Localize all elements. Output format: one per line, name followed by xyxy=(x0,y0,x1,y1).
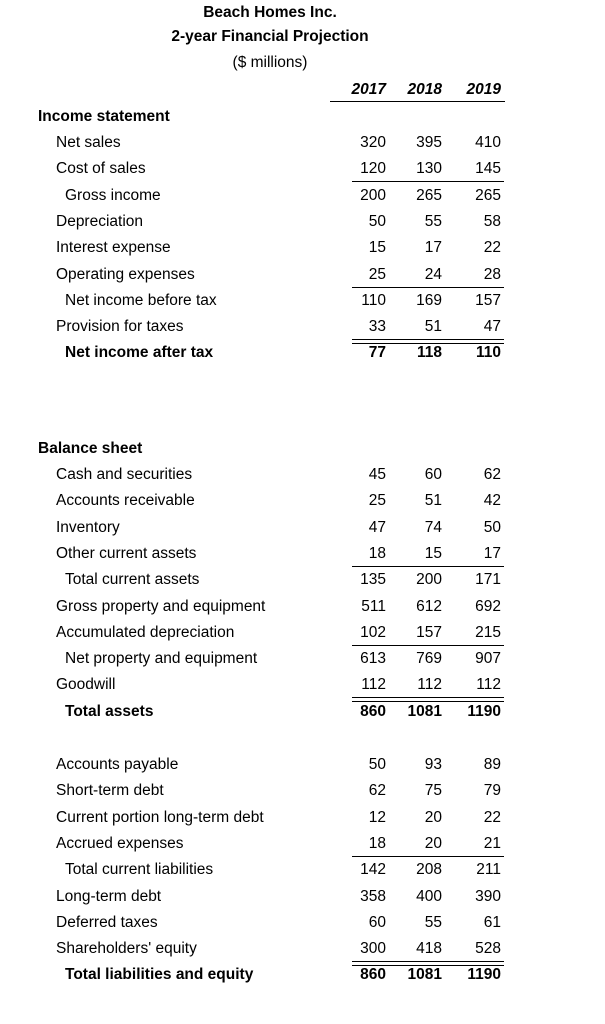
value-2017: 50 xyxy=(368,212,386,230)
value-2019: 28 xyxy=(483,265,501,283)
value-2017: 200 xyxy=(360,186,386,204)
table-row xyxy=(0,318,605,340)
balance-sheet-heading: Balance sheet xyxy=(38,440,143,457)
row-label: Total current liabilities xyxy=(65,861,214,879)
row-label: Long-term debt xyxy=(56,887,162,905)
value-2018: 395 xyxy=(416,134,442,151)
value-2017: 45 xyxy=(368,466,386,483)
table-row xyxy=(0,266,605,288)
value-2017: 300 xyxy=(360,940,386,958)
table-row xyxy=(0,545,605,567)
value-2018: 400 xyxy=(416,887,442,905)
row-label: Accounts receivable xyxy=(56,492,195,510)
value-2019: 410 xyxy=(475,134,501,151)
table-row xyxy=(0,940,605,962)
table-row xyxy=(0,344,605,366)
row-label: Interest expense xyxy=(56,239,171,257)
units-label: ($ millions) xyxy=(232,54,308,71)
value-2019: 215 xyxy=(475,623,501,641)
value-2017: 60 xyxy=(368,913,386,931)
value-2019: 42 xyxy=(483,492,501,510)
single-underline xyxy=(352,856,504,857)
value-2017: 135 xyxy=(360,571,386,589)
row-label: Current portion long-term debt xyxy=(56,808,264,826)
value-2017: 860 xyxy=(360,702,386,720)
row-label: Short-term debt xyxy=(56,782,164,800)
table-row xyxy=(0,466,605,488)
value-2018: 1081 xyxy=(407,966,442,984)
table-row xyxy=(0,213,605,235)
value-2019: 58 xyxy=(483,212,501,230)
value-2018: 208 xyxy=(416,861,442,879)
value-2018: 24 xyxy=(424,265,442,283)
table-row xyxy=(0,703,605,725)
value-2018: 17 xyxy=(424,239,442,257)
value-2019: 62 xyxy=(483,466,501,483)
value-2017: 112 xyxy=(361,676,386,694)
value-2019: 1190 xyxy=(467,966,501,984)
single-underline xyxy=(352,181,504,182)
value-2019: 112 xyxy=(476,676,501,694)
report-title: 2-year Financial Projection xyxy=(171,28,369,45)
double-underline xyxy=(352,339,504,344)
table-row xyxy=(0,782,605,804)
row-label: Depreciation xyxy=(56,212,144,230)
income-statement-heading: Income statement xyxy=(38,108,170,125)
row-label: Gross property and equipment xyxy=(56,597,266,615)
table-row xyxy=(0,134,605,156)
value-2018: 51 xyxy=(424,492,442,510)
value-2017: 142 xyxy=(360,861,386,879)
value-2018: 51 xyxy=(424,318,442,336)
row-label: Inventory xyxy=(56,518,120,536)
value-2017: 860 xyxy=(360,966,386,984)
value-2017: 120 xyxy=(360,160,386,178)
value-2018: 130 xyxy=(416,160,442,178)
value-2017: 15 xyxy=(368,239,386,257)
row-label: Total current assets xyxy=(65,571,200,589)
single-underline xyxy=(352,287,504,288)
value-2019: 21 xyxy=(483,834,501,852)
value-2017: 33 xyxy=(368,318,386,336)
value-2019: 528 xyxy=(475,940,501,958)
table-row xyxy=(0,624,605,646)
value-2017: 25 xyxy=(368,265,386,283)
value-2019: 907 xyxy=(475,650,501,668)
value-2019: 17 xyxy=(483,544,501,562)
value-2018: 15 xyxy=(424,544,442,562)
value-2017: 12 xyxy=(368,808,386,826)
row-label: Cash and securities xyxy=(56,466,193,483)
value-2018: 75 xyxy=(424,782,442,800)
row-label: Net income before tax xyxy=(65,291,217,309)
value-2019: 79 xyxy=(483,782,501,800)
value-2017: 511 xyxy=(361,597,386,615)
value-2018: 118 xyxy=(416,344,442,362)
table-row xyxy=(0,888,605,910)
value-2019: 47 xyxy=(483,318,501,336)
row-label: Operating expenses xyxy=(56,265,195,283)
row-label: Deferred taxes xyxy=(56,913,158,931)
value-2017: 18 xyxy=(368,834,386,852)
value-2017: 50 xyxy=(368,756,386,773)
value-2018: 93 xyxy=(424,756,442,773)
value-2017: 613 xyxy=(360,650,386,668)
value-2018: 769 xyxy=(416,650,442,668)
value-2017: 62 xyxy=(368,782,386,800)
year-header-2017: 2017 xyxy=(351,81,386,98)
row-label: Gross income xyxy=(65,186,161,204)
row-label: Total assets xyxy=(65,702,154,720)
table-row xyxy=(0,756,605,778)
table-row xyxy=(0,835,605,857)
row-label: Goodwill xyxy=(56,676,116,694)
value-2018: 55 xyxy=(424,212,442,230)
table-row xyxy=(0,676,605,698)
year-header-underline xyxy=(330,101,505,102)
single-underline xyxy=(352,645,504,646)
value-2019: 50 xyxy=(483,518,501,536)
row-label: Accounts payable xyxy=(56,756,179,773)
table-row xyxy=(0,809,605,831)
table-row xyxy=(0,966,605,988)
value-2019: 89 xyxy=(483,756,501,773)
row-label: Net sales xyxy=(56,134,121,151)
table-row xyxy=(0,571,605,593)
double-underline xyxy=(352,697,504,702)
value-2018: 55 xyxy=(424,913,442,931)
table-row xyxy=(0,160,605,182)
value-2017: 18 xyxy=(368,544,386,562)
value-2017: 47 xyxy=(368,518,386,536)
table-row xyxy=(0,292,605,314)
table-row xyxy=(0,650,605,672)
single-underline xyxy=(352,566,504,567)
value-2018: 1081 xyxy=(407,702,442,720)
row-label: Provision for taxes xyxy=(56,318,184,336)
table-row xyxy=(0,519,605,541)
row-label: Accrued expenses xyxy=(56,834,184,852)
value-2018: 74 xyxy=(424,518,442,536)
row-label: Accumulated depreciation xyxy=(56,623,235,641)
value-2017: 110 xyxy=(361,291,386,309)
value-2019: 22 xyxy=(483,808,501,826)
value-2017: 102 xyxy=(360,623,386,641)
row-label: Net property and equipment xyxy=(65,650,258,668)
table-row xyxy=(0,914,605,936)
value-2019: 390 xyxy=(475,887,501,905)
value-2018: 60 xyxy=(424,466,442,483)
table-row xyxy=(0,187,605,209)
row-label: Total liabilities and equity xyxy=(65,966,254,984)
value-2019: 171 xyxy=(475,571,501,589)
row-label: Other current assets xyxy=(56,544,197,562)
value-2018: 169 xyxy=(416,291,442,309)
value-2017: 25 xyxy=(368,492,386,510)
value-2018: 265 xyxy=(416,186,442,204)
company-name: Beach Homes Inc. xyxy=(203,4,337,21)
value-2017: 77 xyxy=(368,344,386,362)
value-2018: 157 xyxy=(416,623,442,641)
value-2019: 145 xyxy=(475,160,501,178)
value-2018: 418 xyxy=(416,940,442,958)
table-row xyxy=(0,239,605,261)
value-2019: 265 xyxy=(475,186,501,204)
value-2017: 358 xyxy=(360,887,386,905)
table-row xyxy=(0,598,605,620)
value-2018: 20 xyxy=(424,834,442,852)
value-2018: 20 xyxy=(424,808,442,826)
value-2019: 61 xyxy=(483,913,501,931)
value-2018: 112 xyxy=(417,676,442,694)
row-label: Cost of sales xyxy=(56,160,146,178)
value-2018: 612 xyxy=(416,597,442,615)
double-underline xyxy=(352,961,504,966)
value-2018: 200 xyxy=(416,571,442,589)
value-2019: 110 xyxy=(475,344,501,362)
year-header-2018: 2018 xyxy=(407,81,442,98)
value-2019: 1190 xyxy=(467,702,501,720)
table-row xyxy=(0,861,605,883)
year-header-2019: 2019 xyxy=(466,81,501,98)
value-2019: 157 xyxy=(475,291,501,309)
value-2019: 692 xyxy=(475,597,501,615)
value-2017: 320 xyxy=(360,134,386,151)
table-row xyxy=(0,492,605,514)
row-label: Shareholders' equity xyxy=(56,940,197,958)
value-2019: 211 xyxy=(476,861,501,879)
value-2019: 22 xyxy=(483,239,501,257)
row-label: Net income after tax xyxy=(65,344,214,362)
